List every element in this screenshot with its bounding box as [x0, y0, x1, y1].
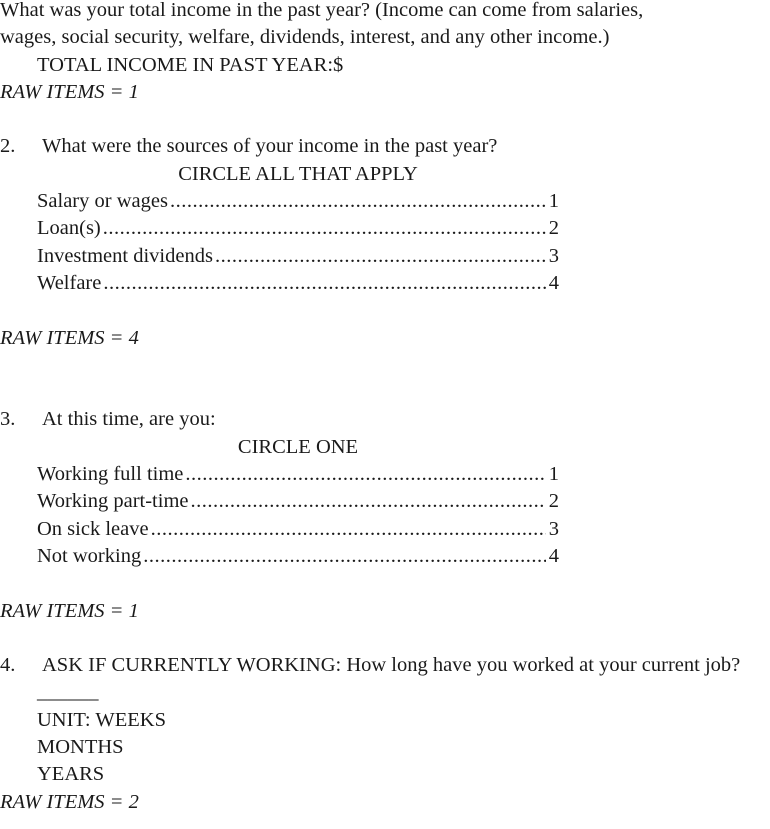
q4-unit-months[interactable]: MONTHS — [37, 736, 124, 759]
q2-option-loans[interactable] — [0, 215, 559, 242]
option-code[interactable]: 3 — [548, 517, 559, 540]
q1-text-line-1: What was your total income in the past year? (Income can come from salaries, — [0, 0, 644, 21]
option-label: Investment dividends — [37, 244, 213, 267]
spacer — [0, 106, 770, 133]
q1-total-income-field[interactable]: TOTAL INCOME IN PAST YEAR:$ — [37, 53, 344, 76]
option-code[interactable]: 3 — [548, 244, 559, 267]
option-label: Not working — [37, 544, 142, 567]
dot-leader — [170, 188, 546, 215]
q2-instruction: CIRCLE ALL THAT APPLY — [178, 162, 418, 185]
dot-leader — [215, 243, 546, 270]
option-label: Salary or wages — [37, 190, 168, 213]
q3-option-part-time[interactable] — [0, 488, 559, 515]
q4-unit-weeks[interactable]: UNIT: WEEKS — [37, 708, 166, 731]
q3-option-not-working[interactable] — [0, 543, 559, 570]
q1-text-line-2: wages, social security, welfare, dividends, interest, and any other income.) — [0, 26, 610, 49]
q4-unit-years[interactable]: YEARS — [37, 763, 105, 786]
option-code[interactable]: 1 — [548, 463, 559, 486]
dot-leader — [103, 215, 546, 242]
option-code[interactable]: 1 — [548, 190, 559, 213]
q2-number: 2. — [0, 135, 16, 158]
dot-leader — [103, 270, 545, 297]
dot-leader — [191, 488, 546, 515]
q4-number: 4. — [0, 654, 16, 677]
q2-raw-items: RAW ITEMS = 4 — [0, 326, 139, 349]
q4-text: ASK IF CURRENTLY WORKING: How long have you worked at your current job? — [42, 654, 741, 677]
q4-question — [0, 652, 770, 679]
dot-leader — [151, 516, 546, 543]
spacer — [0, 379, 770, 406]
option-label: Working full time — [37, 463, 184, 486]
q2-option-salary[interactable] — [0, 188, 559, 215]
option-label: Working part-time — [37, 490, 189, 513]
dot-leader — [143, 543, 546, 570]
q4-raw-items: RAW ITEMS = 2 — [0, 790, 139, 813]
option-code[interactable]: 2 — [548, 217, 559, 240]
q2-question — [0, 133, 770, 160]
option-label: On sick leave — [37, 517, 149, 540]
q3-number: 3. — [0, 408, 16, 431]
option-code[interactable]: 2 — [548, 490, 559, 513]
q2-text: What were the sources of your income in the past year? — [42, 135, 498, 158]
option-label: Loan(s) — [37, 217, 101, 240]
option-label: Welfare — [37, 271, 102, 294]
option-code[interactable]: 4 — [548, 271, 559, 294]
q3-question — [0, 406, 770, 433]
spacer — [0, 570, 770, 597]
q3-raw-items: RAW ITEMS = 1 — [0, 599, 139, 622]
q1-raw-items: RAW ITEMS = 1 — [0, 80, 139, 103]
q2-option-welfare[interactable] — [0, 270, 559, 297]
spacer — [0, 297, 770, 324]
q3-instruction: CIRCLE ONE — [237, 435, 359, 458]
q3-option-full-time[interactable] — [0, 461, 559, 488]
spacer — [0, 352, 770, 379]
spacer — [0, 625, 770, 652]
dot-leader — [185, 461, 545, 488]
q3-text: At this time, are you: — [42, 408, 216, 431]
option-code[interactable]: 4 — [548, 544, 559, 567]
q3-option-sick-leave[interactable] — [0, 516, 559, 543]
q2-option-dividends[interactable] — [0, 243, 559, 270]
q4-duration-blank[interactable]: ______ — [37, 681, 99, 704]
